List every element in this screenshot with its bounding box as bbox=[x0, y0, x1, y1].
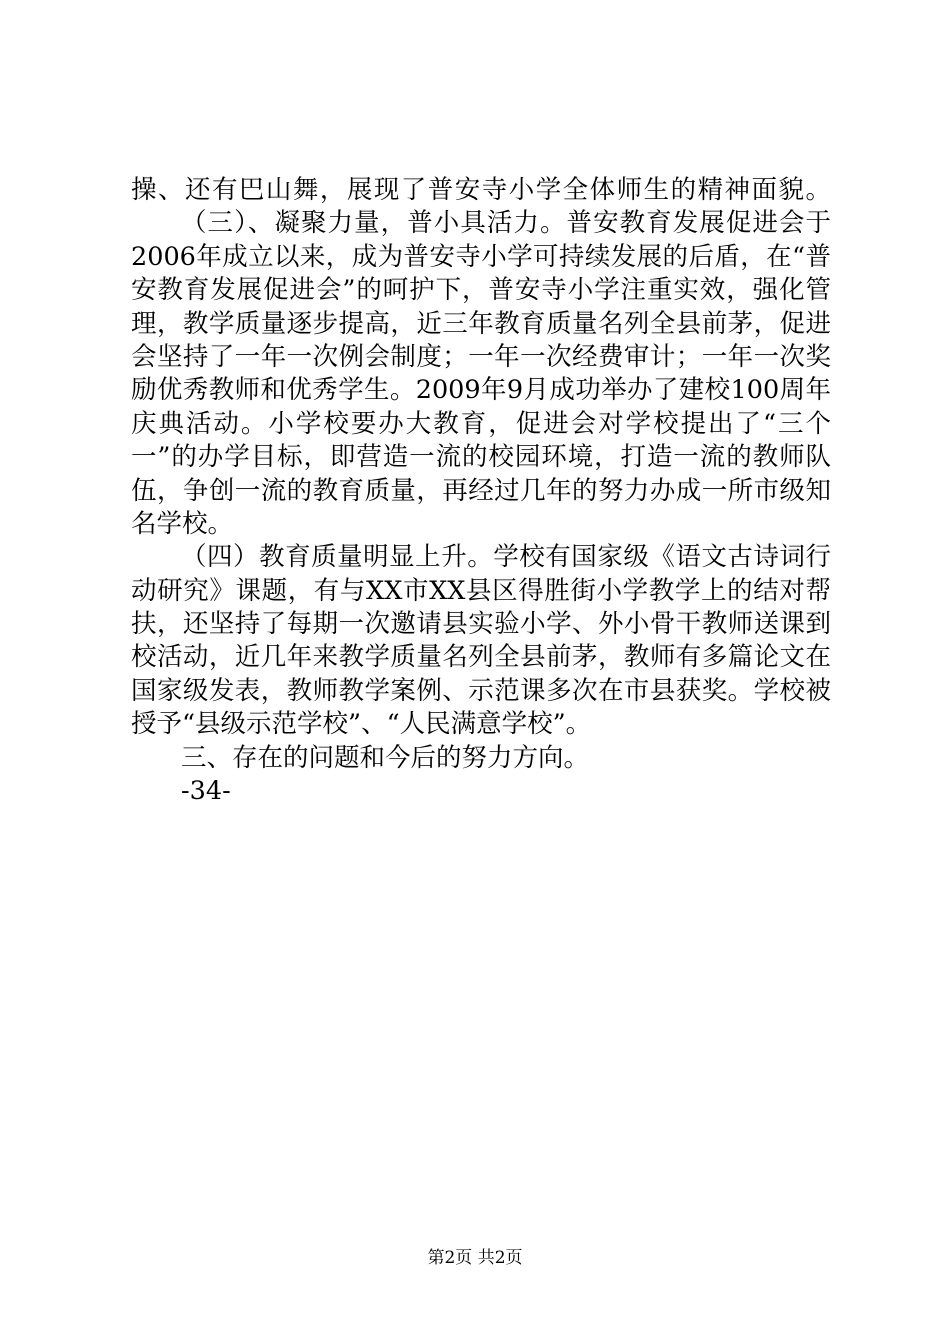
document-body bbox=[131, 174, 831, 808]
text-line: 会坚持了一年一次例会制度；一年一次经费审计；一年一次奖 bbox=[131, 341, 831, 372]
text-line: 安教育发展促进会”的呵护下，普安寺小学注重实效，强化管 bbox=[131, 275, 831, 306]
text-line: 2006年成立以来，成为普安寺小学可持续发展的后盾，在“普 bbox=[131, 241, 831, 272]
text-line: 庆典活动。小学校要办大教育，促进会对学校提出了“三个 bbox=[131, 408, 831, 439]
text-line: 校活动，近几年来教学质量名列全县前茅，教师有多篇论文在 bbox=[131, 642, 831, 673]
text-line: 扶，还坚持了每期一次邀请县实验小学、外小骨干教师送课到 bbox=[131, 609, 831, 640]
inline-page-number: -34- bbox=[181, 776, 231, 807]
text-line: （三）、凝聚力量，普小具活力。普安教育发展促进会于 bbox=[181, 208, 831, 239]
text-line: 伍，争创一流的教育质量，再经过几年的努力办成一所市级知 bbox=[131, 475, 831, 506]
text-line: 理，教学质量逐步提高，近三年教育质量名列全县前茅，促进 bbox=[131, 308, 831, 339]
text-line: 名学校。 bbox=[131, 508, 234, 539]
text-line: 动研究》课题，有与XX市XX县区得胜街小学教学上的结对帮 bbox=[131, 575, 831, 606]
section-heading: 三、存在的问题和今后的努力方向。 bbox=[181, 742, 590, 773]
text-line: 励优秀教师和优秀学生。2009年9月成功举办了建校100周年 bbox=[131, 375, 831, 406]
text-line: 操、还有巴山舞，展现了普安寺小学全体师生的精神面貌。 bbox=[131, 175, 831, 205]
text-line: 一”的办学目标，即营造一流的校园环境，打造一流的教师队 bbox=[131, 442, 831, 473]
text-line: 国家级发表，教师教学案例、示范课多次在市县获奖。学校被 bbox=[131, 675, 831, 706]
text-line: 授予“县级示范学校”、“人民满意学校”。 bbox=[131, 709, 592, 740]
text-line: （四）教育质量明显上升。学校有国家级《语文古诗词行 bbox=[181, 542, 831, 573]
page-footer: 第2页 共2页 bbox=[427, 1248, 523, 1268]
